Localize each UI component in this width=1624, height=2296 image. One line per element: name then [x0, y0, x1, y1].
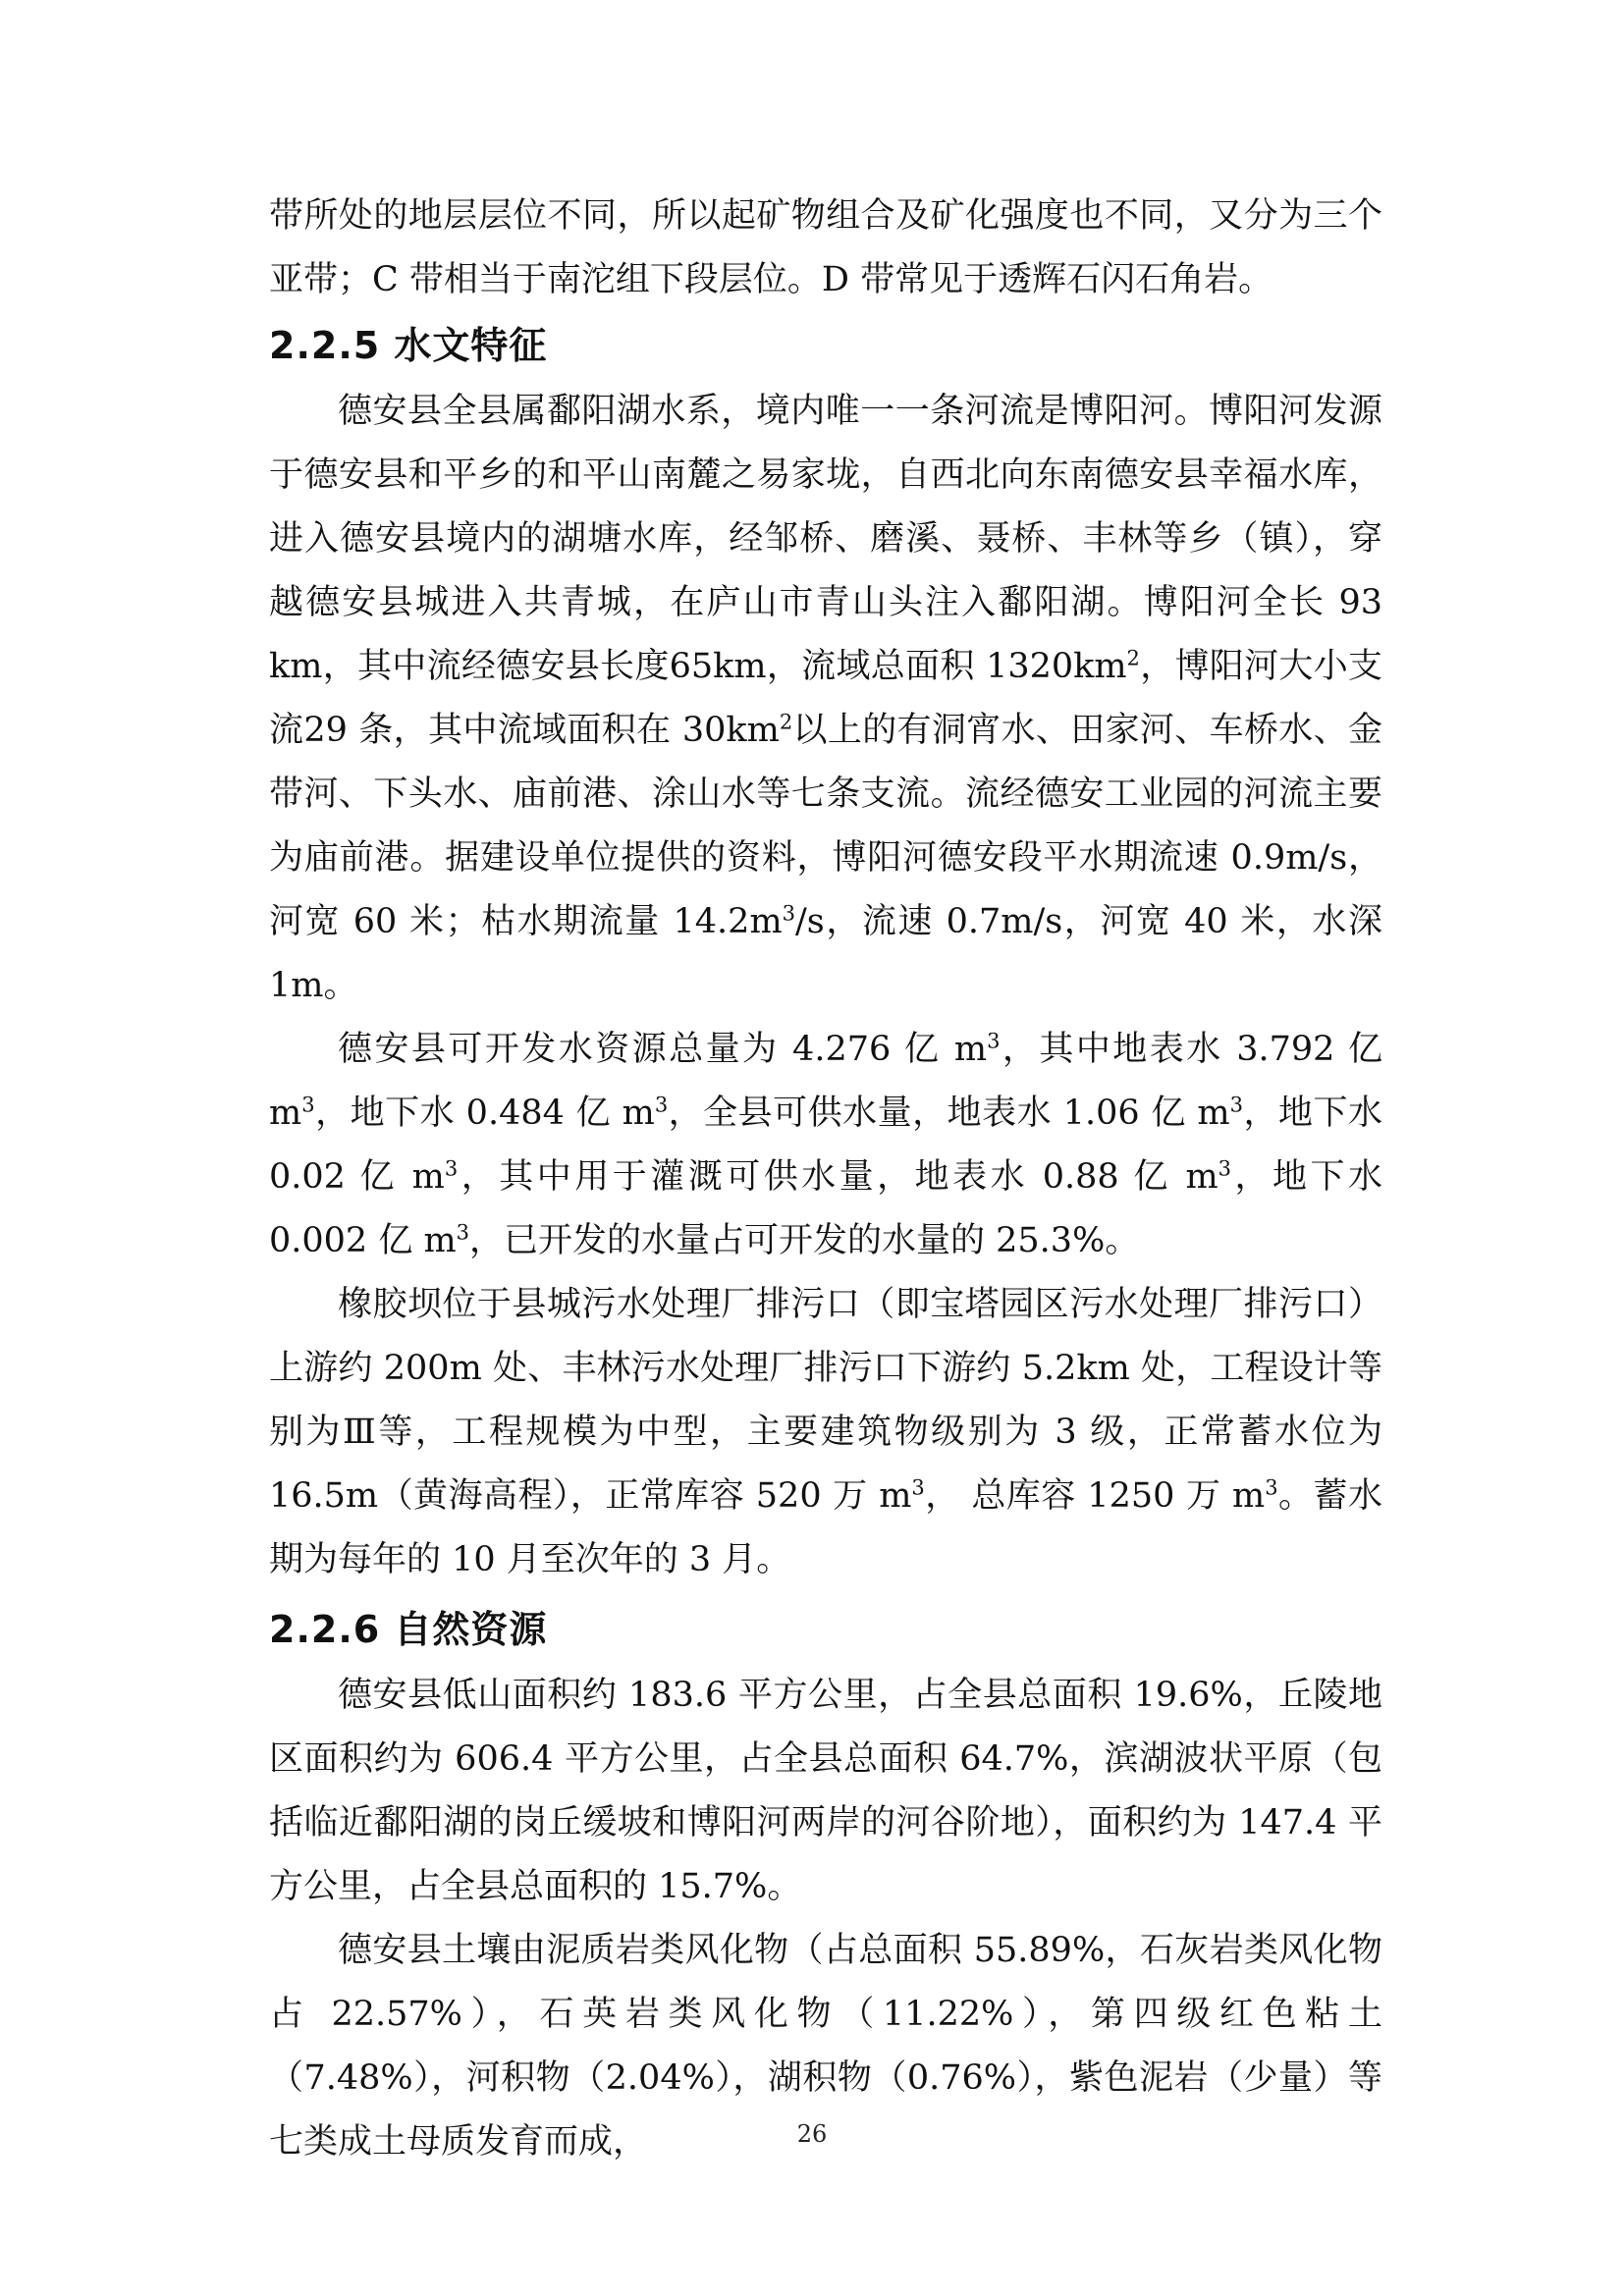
- section-heading-natural-resources: 2.2.6 自然资源: [269, 1608, 548, 1651]
- superscript: 3: [782, 901, 796, 926]
- text-run: 以上的有洞宵水、田家河、车桥水、金带河、下头水、庙前港、涂山水等七条支流。流经德安工业园的河流主要为庙前港。据建设单位提供的资料，博阳河德安段平水期流速 0.9m/s，河宽 60 米；枯水期流量 14.2m: [269, 711, 1382, 941]
- superscript: 3: [444, 1156, 459, 1181]
- text-run: 德安县全县属鄱阳湖水系，境内唯一一条河流是博阳河。博阳河发源于德安县和平乡的和平山南麓之易家垅，自西北向东南德安县幸福水库，进入德安县境内的湖塘水库，经邹桥、磨溪、聂桥、丰林等乡（镇），穿越德安县城进入共青城，在庐山市青山头注入鄱阳湖。博阳河全长 93 km，其中流经德安县长度65km，流域总面积 1320km: [269, 392, 1382, 686]
- text-run: ， 总库容 1250 万 m: [924, 1476, 1266, 1516]
- natural-resources-paragraph-1: 德安县低山面积约 183.6 平方公里，占全县总面积 19.6%，丘陵地区面积约为 606.4 平方公里，占全县总面积 64.7%，滨湖波状平原（包括临近鄱阳湖的岗丘缓坡和博阳河两岸的河谷阶地），面积约为 147.4 平方公里，占全县总面积的 15.7%。: [269, 1676, 1382, 1906]
- hydrology-paragraph-1: [269, 380, 1382, 1018]
- superscript: 3: [911, 1475, 925, 1500]
- superscript: 3: [987, 1029, 1001, 1053]
- hydrology-paragraph-2: [269, 1018, 1382, 1273]
- superscript: 2: [779, 710, 793, 734]
- document-body: [269, 185, 1382, 2174]
- natural-resources-paragraph-2: 德安县土壤由泥质岩类风化物（占总面积 55.89%，石灰岩类风化物占 22.57%），石英岩类风化物（11.22%），第四级红色粘土（7.48%），河积物（2.04%），湖积物（0.76%），紫色泥岩（少量）等七类成土母质发育而成，: [269, 1931, 1382, 2162]
- hydrology-paragraph-3: [269, 1273, 1382, 1592]
- section-heading-hydrology: 2.2.5 水文特征: [269, 324, 548, 367]
- text-run: 德安县可开发水资源总量为 4.276 亿 m: [338, 1030, 988, 1069]
- text-run: ，其中地表水 3.792 亿 m: [269, 1030, 1383, 1133]
- text-run: ，其中用于灌溉可供水量，地表水 0.88 亿 m: [458, 1157, 1218, 1197]
- superscript: 3: [654, 1093, 669, 1117]
- text-run: ，地下水 0.002 亿 m: [269, 1157, 1382, 1260]
- text-run: ，已开发的水量占可开发的水量的 25.3%。: [469, 1221, 1140, 1260]
- text-run: /s，流速 0.7m/s，河宽 40 米，水深 1m。: [269, 902, 1382, 1005]
- text-run: ，地下水 0.484 亿 m: [314, 1094, 655, 1133]
- text-run: ，全县可供水量，地表水 1.06 亿 m: [668, 1094, 1230, 1133]
- superscript: 3: [1229, 1093, 1243, 1117]
- text-run: ，地下水 0.02 亿 m: [269, 1094, 1382, 1197]
- intro-paragraph: 带所处的地层层位不同，所以起矿物组合及矿化强度也不同，又分为三个亚带；C 带相当于南沱组下段层位。D 带常见于透辉石闪石角岩。: [269, 196, 1382, 299]
- text-run: 。蓄水期为每年的 10 月至次年的 3 月。: [269, 1476, 1382, 1579]
- text-run: ，博阳河大小支流29 条，其中流域面积在 30km: [269, 647, 1382, 750]
- superscript: 3: [1218, 1156, 1232, 1181]
- superscript: 3: [456, 1220, 470, 1245]
- superscript: 2: [1126, 646, 1140, 670]
- superscript: 3: [1265, 1475, 1278, 1500]
- page-number: 26: [796, 2120, 828, 2148]
- superscript: 3: [301, 1093, 315, 1117]
- text-run: 橡胶坝位于县城污水处理厂排污口（即宝塔园区污水处理厂排污口）上游约 200m 处、丰林污水处理厂排污口下游约 5.2km 处，工程设计等别为Ⅲ等，工程规模为中型，主要建筑物级别为 3 级，正常蓄水位为 16.5m（黄海高程），正常库容 520 万 m: [269, 1285, 1382, 1516]
